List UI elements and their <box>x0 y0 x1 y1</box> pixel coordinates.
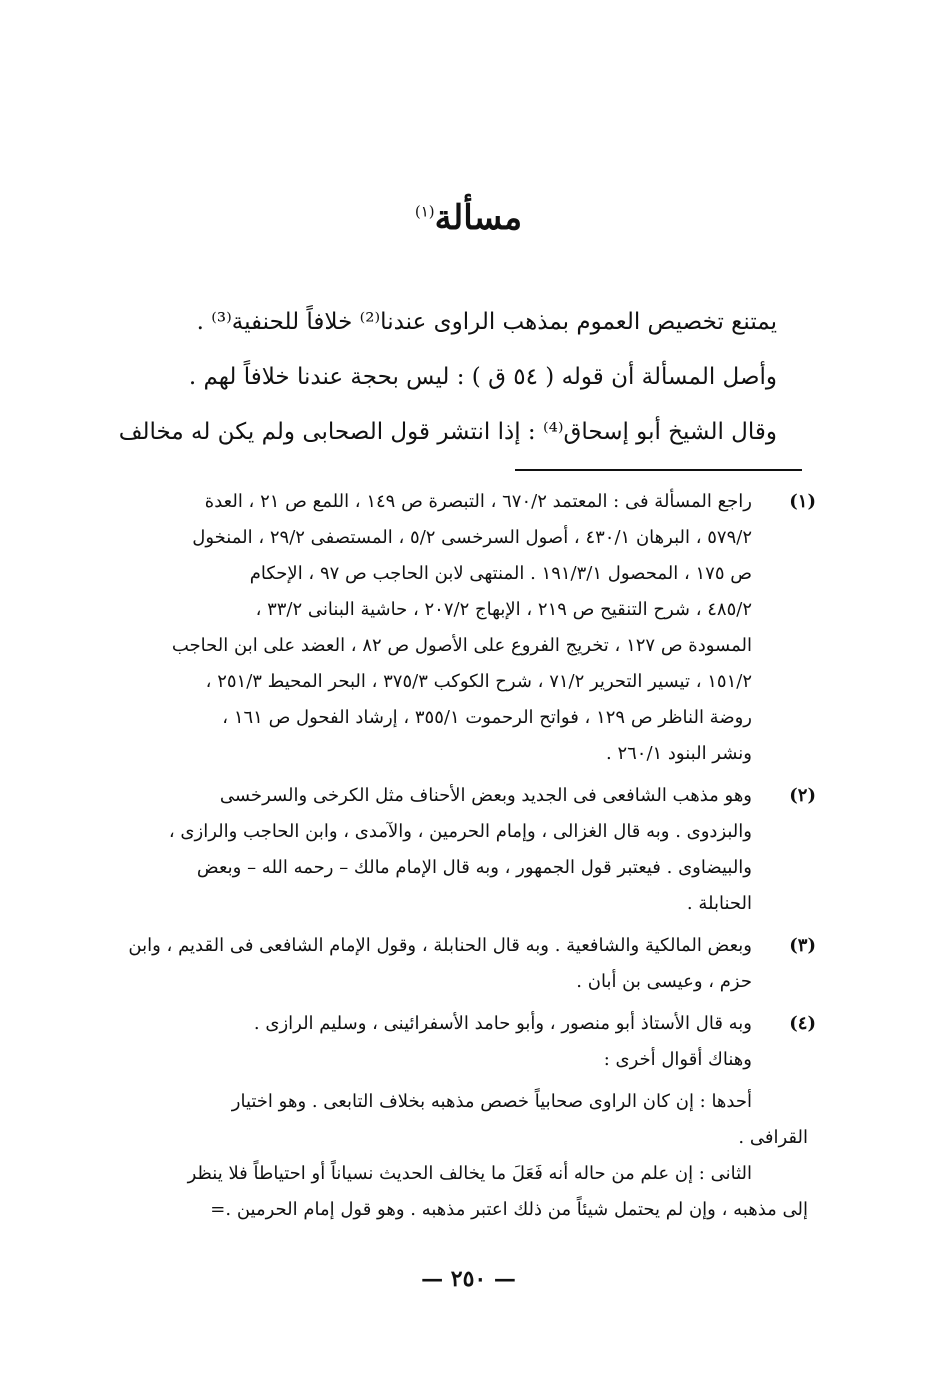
footnote-line: وهو مذهب الشافعى فى الجديد وبعض الأحناف مثل الكرخى والسرخسى <box>219 785 752 806</box>
footnote-separator <box>515 469 802 471</box>
footnote-line: ٥٧٩/٢ ، البرهان ٤٣٠/١ ، أصول السرخسى ٥/٢ ، المستصفى ٢٩/٢ ، المنخول <box>192 527 752 548</box>
footnote-line: ص ١٧٥ ، المحصول ١٩١/٣/١ . المنتهى لابن الحاجب ص ٩٧ ، الإحكام <box>249 563 752 584</box>
section-title <box>0 198 937 238</box>
footnote-continuation <box>118 1084 808 1228</box>
footnote-number: (٣) <box>789 935 816 956</box>
footnote-line: ٤٨٥/٢ ، شرح التنقيح ص ٢١٩ ، الإبهاج ٢٠٧/٢ ، حاشية البنانى ٣٣/٢ ، <box>255 599 752 620</box>
footnotes <box>118 484 816 1228</box>
footnote-line: والبيضاوى . فيعتبر قول الجمهور ، وبه قال الإمام مالك – رحمه الله – وبعض <box>196 857 752 878</box>
footnote-4 <box>118 1006 816 1078</box>
footnote-line: وبعض المالكية والشافعية . وبه قال الحنابلة ، وقول الإمام الشافعى فى القديم ، وابن <box>128 935 752 956</box>
title-text: مسألة <box>434 198 523 238</box>
footnote-line: روضة الناظر ص ١٢٩ ، فواتح الرحموت ٣٥٥/١ ، إرشاد الفحول ص ١٦١ ، <box>222 707 752 728</box>
main-text-line: وأصل المسألة أن قوله ( ٥٤ ق ) : ليس بحجة عندنا خلافاً لهم . <box>188 364 777 390</box>
footnote-line: أحدها : إن كان الراوى صحابياً خصص مذهبه بخلاف التابعى . وهو اختيار <box>231 1091 752 1112</box>
main-text <box>117 295 777 460</box>
footnote-3 <box>118 928 816 1000</box>
footnote-line: والبزدوى . وبه قال الغزالى ، وإمام الحرمين ، والآمدى ، وابن الحاجب والرازى ، <box>168 821 752 842</box>
footnote-number: (٤) <box>789 1013 816 1034</box>
main-text-line: وقال الشيخ أبو إسحاق⁽⁴⁾ : إذا انتشر قول الصحابى ولم يكن له مخالف <box>118 419 777 445</box>
footnote-line: وهناك أقوال أخرى : <box>603 1049 752 1070</box>
footnote-line: ١٥١/٢ ، تيسير التحرير ٧١/٢ ، شرح الكوكب ٣٧٥/٣ ، البحر المحيط ٢٥١/٣ ، <box>205 671 752 692</box>
footnote-1 <box>118 484 816 772</box>
footnote-line: المسودة ص ١٢٧ ، تخريج الفروع على الأصول ص ٨٢ ، العضد على ابن الحاجب <box>171 635 752 656</box>
footnote-number: (٢) <box>789 785 816 806</box>
footnote-line: الثانى : إن علم من حاله أنه فَعَلَ ما يخالف الحديث نسياناً أو احتياطاً فلا ينظر <box>187 1163 752 1184</box>
footnote-line: القرافى . <box>738 1127 808 1148</box>
main-text-line: يمتنع تخصيص العموم بمذهب الراوى عندنا⁽²⁾ خلافاً للحنفية⁽³⁾ . <box>196 309 777 335</box>
footnote-line: حزم ، وعيسى بن أبان . <box>576 971 752 992</box>
footnote-line: الحنابلة . <box>686 893 752 914</box>
footnote-line: ونشر البنود ٢٦٠/١ . <box>605 743 752 764</box>
footnote-line: وبه قال الأستاذ أبو منصور ، وأبو حامد الأسفرائينى ، وسليم الرازى . <box>253 1013 752 1034</box>
footnote-2 <box>118 778 816 922</box>
page-number: — ٢٥٠ — <box>421 1266 516 1292</box>
footnote-line: إلى مذهبه ، وإن لم يحتمل شيئاً من ذلك اعتبر مذهبه . وهو قول إمام الحرمين .= <box>210 1199 808 1220</box>
footnote-line: راجع المسألة فى : المعتمد ٦٧٠/٢ ، التبصرة ص ١٤٩ ، اللمع ص ٢١ ، العدة <box>204 491 752 512</box>
footnote-number: (١) <box>789 491 816 512</box>
title-footnote-marker: (١) <box>414 202 435 221</box>
